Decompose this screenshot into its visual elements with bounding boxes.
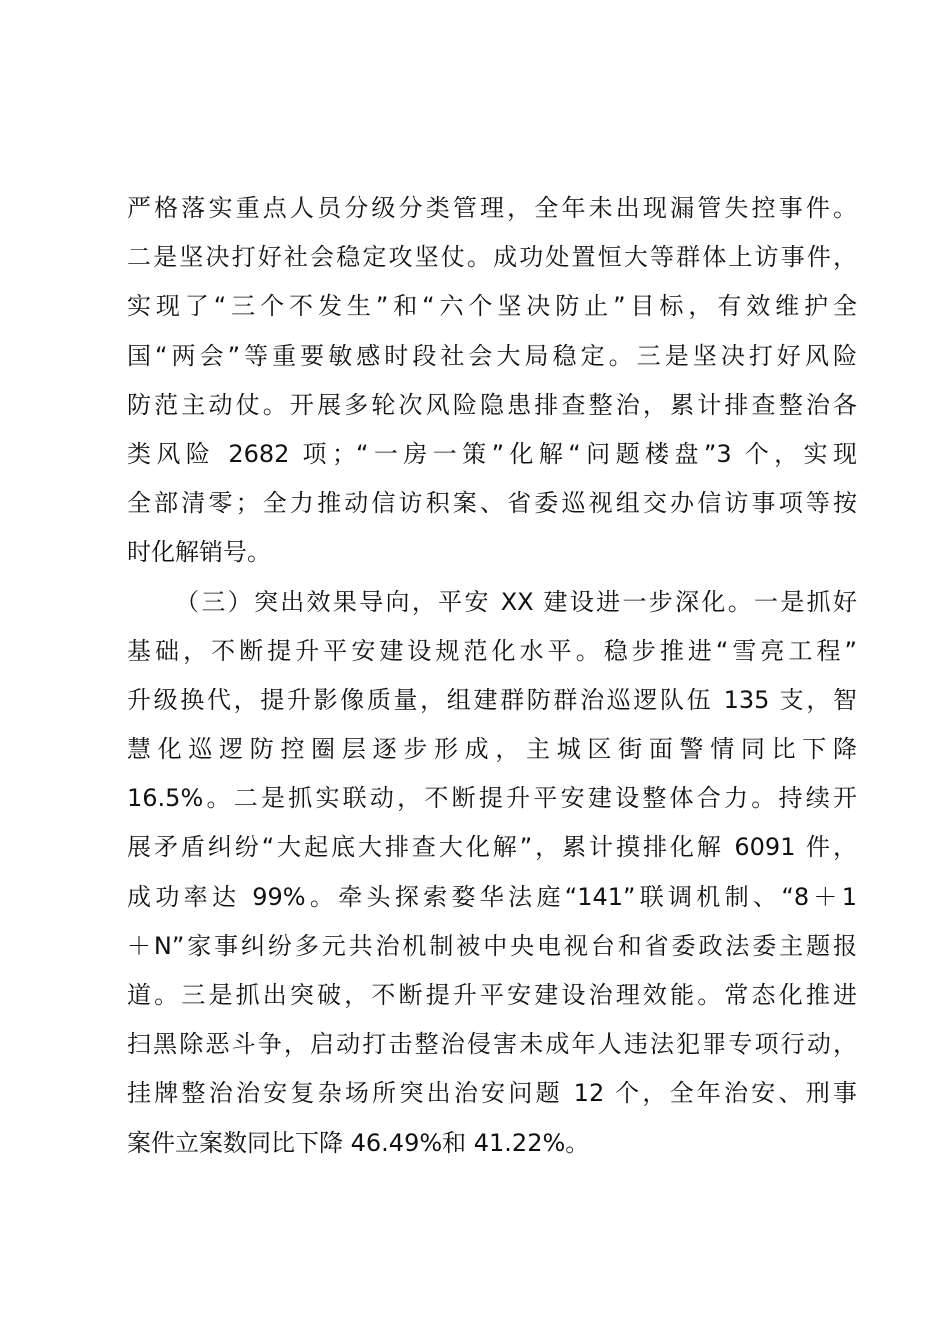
text-line: 案件立案数同比下降 46.49%和 41.22%。 bbox=[127, 1128, 590, 1157]
text-line: 16.5%。二是抓实联动，不断提升平安建设整体合力。持续开 bbox=[127, 784, 857, 813]
text-line: 扫黑除恶斗争，启动打击整治侵害未成年人违法犯罪专项行动， bbox=[127, 1030, 857, 1059]
text-line: 成功率达 99%。牵头探索婺华法庭“141”联调机制、“8＋1 bbox=[127, 882, 857, 911]
text-line: 类风险 2682 项；“一房一策”化解“问题楼盘”3 个，实现 bbox=[127, 439, 857, 468]
text-line: 展矛盾纠纷“大起底大排查大化解”，累计摸排化解 6091 件， bbox=[127, 833, 857, 862]
text-line: 基础，不断提升平安建设规范化水平。稳步推进“雪亮工程” bbox=[127, 636, 857, 665]
text-line: 实现了“三个不发生”和“六个坚决防止”目标，有效维护全 bbox=[127, 292, 857, 321]
text-line: 道。三是抓出突破，不断提升平安建设治理效能。常态化推进 bbox=[127, 981, 857, 1009]
text-line: 时化解销号。 bbox=[127, 538, 271, 567]
text-line: ＋N”家事纠纷多元共治机制被中央电视台和省委政法委主题报 bbox=[127, 931, 857, 960]
text-line: 慧化巡逻防控圈层逐步形成，主城区街面警情同比下降 bbox=[127, 735, 857, 764]
text-line: 国“两会”等重要敏感时段社会大局稳定。三是坚决打好风险 bbox=[127, 341, 857, 370]
body-text bbox=[127, 184, 857, 1168]
text-line: 挂牌整治治安复杂场所突出治安问题 12 个，全年治安、刑事 bbox=[127, 1079, 857, 1108]
text-line: 二是坚决打好社会稳定攻坚仗。成功处置恒大等群体上访事件， bbox=[127, 243, 857, 272]
section-heading-line: （三）突出效果导向，平安 XX 建设进一步深化。一是抓好 bbox=[175, 587, 857, 616]
text-line: 严格落实重点人员分级分类管理，全年未出现漏管失控事件。 bbox=[127, 194, 857, 222]
text-line: 全部清零；全力推动信访积案、省委巡视组交办信访事项等按 bbox=[127, 489, 857, 518]
text-line: 升级换代，提升影像质量，组建群防群治巡逻队伍 135 支，智 bbox=[127, 685, 857, 714]
text-line: 防范主动仗。开展多轮次风险隐患排查整治，累计排查整治各 bbox=[127, 390, 857, 419]
